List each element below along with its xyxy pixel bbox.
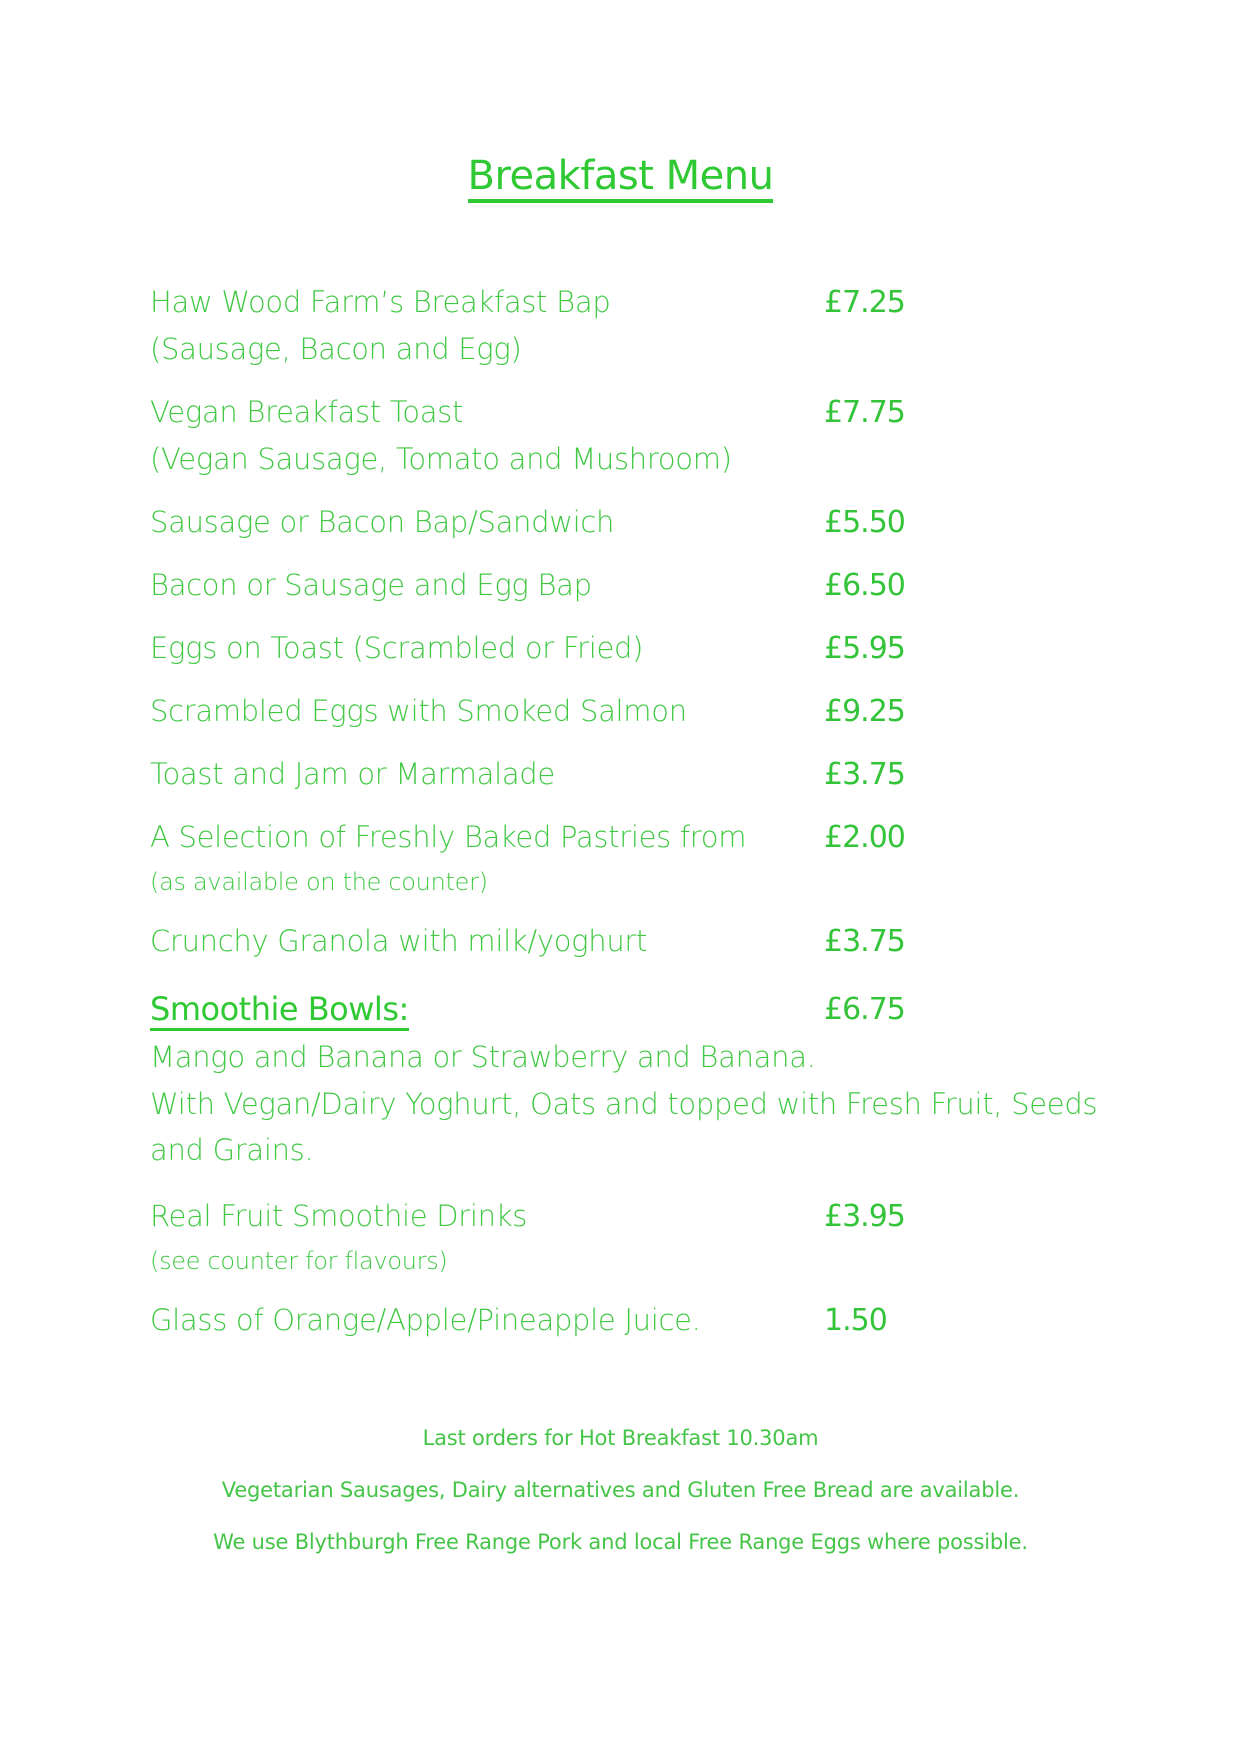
menu-item-name: Scrambled Eggs with Smoked Salmon [150,694,687,728]
menu-item-name: Sausage or Bacon Bap/Sandwich [150,505,615,539]
menu-item-subtitle: (as available on the counter) [150,868,488,896]
page-title-text: Breakfast Menu [468,153,774,203]
smoothie-bowls-line: Mango and Banana or Strawberry and Banana. [150,1040,816,1074]
footer-note: We use Blythburgh Free Range Pork and local Free Range Eggs where possible. [213,1530,1028,1554]
footer-note: Last orders for Hot Breakfast 10.30am [422,1426,819,1450]
menu-item-subtitle: (Vegan Sausage, Tomato and Mushroom) [150,442,732,476]
menu-item-price: £6.50 [824,568,905,603]
footer-note: Vegetarian Sausages, Dairy alternatives and Gluten Free Bread are available. [221,1478,1020,1502]
smoothie-bowls-line: and Grains. [150,1133,314,1167]
menu-item-price: £5.50 [824,505,905,540]
menu-item-price: £2.00 [824,820,905,855]
menu-item-name: A Selection of Freshly Baked Pastries from [150,820,747,854]
page-title [0,152,1241,200]
menu-item-name: Bacon or Sausage and Egg Bap [150,568,592,602]
menu-item-name: Eggs on Toast (Scrambled or Fried) [150,631,644,665]
menu-item-price: £7.25 [824,285,905,320]
menu-item-price: £3.75 [824,757,905,792]
menu-item-price: £5.95 [824,631,905,666]
menu-item-name: Vegan Breakfast Toast [150,395,464,429]
menu-item-name: Haw Wood Farm’s Breakfast Bap [150,285,611,319]
drink-item-subtitle: (see counter for flavours) [150,1247,448,1275]
smoothie-bowls-price: £6.75 [824,992,905,1027]
menu-item-name: Crunchy Granola with milk/yoghurt [150,924,648,958]
menu-item-price: £7.75 [824,395,905,430]
menu-item-subtitle: (Sausage, Bacon and Egg) [150,332,522,366]
section-heading-text: Smoothie Bowls: [150,990,409,1031]
menu-item-name: Toast and Jam or Marmalade [150,757,555,791]
section-heading [150,990,409,1028]
drink-item-name: Real Fruit Smoothie Drinks [150,1199,528,1233]
drink-item-price: £3.95 [824,1199,905,1234]
menu-item-price: £3.75 [824,924,905,959]
drink-item-name: Glass of Orange/Apple/Pineapple Juice. [150,1303,701,1337]
drink-item-price: 1.50 [824,1303,887,1338]
smoothie-bowls-line: With Vegan/Dairy Yoghurt, Oats and topped with Fresh Fruit, Seeds [150,1087,1098,1121]
menu-item-price: £9.25 [824,694,905,729]
